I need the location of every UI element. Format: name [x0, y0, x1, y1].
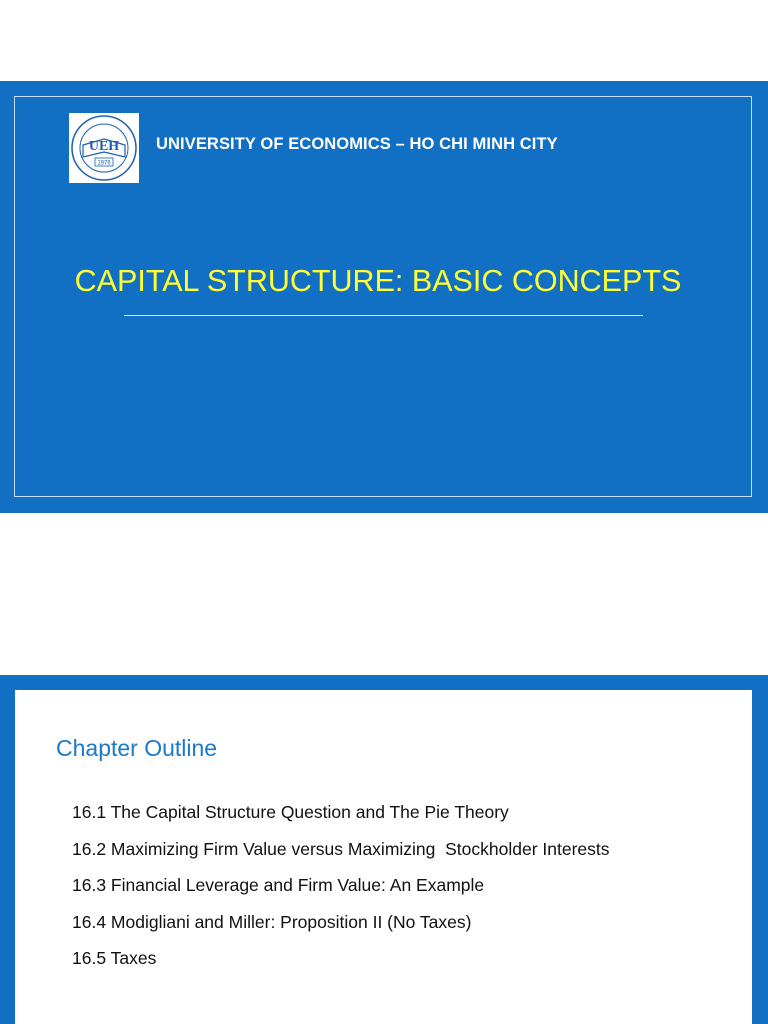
- outline-item: 16.4 Modigliani and Miller: Proposition II (No Taxes): [72, 911, 472, 932]
- outline-item: 16.1 The Capital Structure Question and The Pie Theory: [72, 802, 509, 822]
- outline-item: 16.5 Taxes: [72, 948, 157, 968]
- slide-title: CAPITAL STRUCTURE: BASIC CONCEPTS: [74, 264, 682, 298]
- university-name: UNIVERSITY OF ECONOMICS – HO CHI MINH CITY: [156, 135, 558, 153]
- svg-text:1976: 1976: [97, 160, 111, 167]
- title-slide: [0, 81, 768, 513]
- outline-item: 16.3 Financial Leverage and Firm Value: An Example: [72, 875, 485, 895]
- svg-text:UEH: UEH: [88, 139, 120, 154]
- university-logo: [69, 113, 139, 183]
- outline-item: 16.2 Maximizing Firm Value versus Maximizing Stockholder Interests: [72, 838, 610, 859]
- outline-panel: [15, 690, 752, 1024]
- title-underline: [124, 315, 643, 316]
- outline-heading: Chapter Outline: [56, 735, 218, 761]
- outline-slide: [0, 675, 768, 1024]
- outline-list: [72, 801, 610, 984]
